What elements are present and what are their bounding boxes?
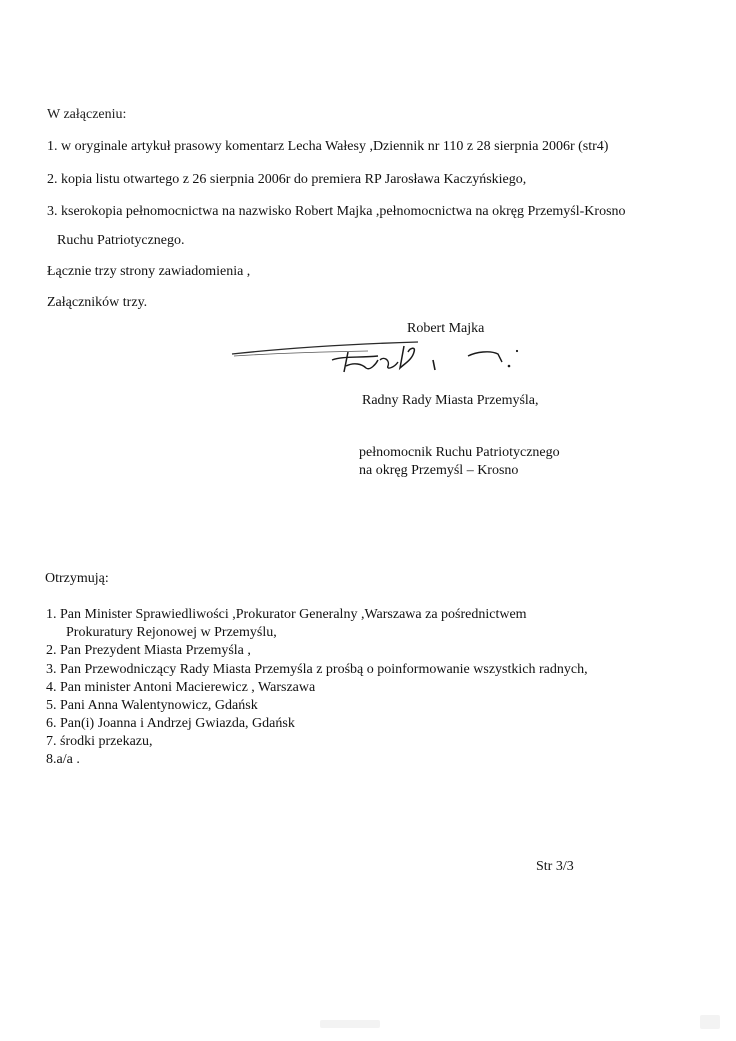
recipient-item-2: 2. Pan Prezydent Miasta Przemyśla , (46, 643, 251, 658)
recipient-item-1-continuation: Prokuratury Rejonowej w Przemyślu, (66, 625, 277, 640)
recipient-item-4: 4. Pan minister Antoni Macierewicz , Warszawa (46, 680, 316, 695)
attachment-item-1: 1. w oryginale artykuł prasowy komentarz Lecha Wałesy ,Dziennik nr 110 z 28 sierpnia 2006r (str4) (47, 139, 609, 154)
total-pages-note: Łącznie trzy strony zawiadomienia , (47, 264, 251, 279)
signer-name: Robert Majka (407, 321, 485, 336)
recipient-item-5: 5. Pani Anna Walentynowicz, Gdańsk (46, 698, 258, 713)
recipient-item-3: 3. Pan Przewodniczący Rady Miasta Przemyśla z prośbą o poinformowanie wszystkich radnych, (46, 662, 588, 677)
attachment-item-3-continuation: Ruchu Patriotycznego. (57, 233, 185, 248)
recipient-item-7: 7. środki przekazu, (46, 734, 153, 749)
page-number: Str 3/3 (536, 859, 574, 874)
handwritten-signature (228, 338, 548, 380)
scan-speck (320, 1020, 380, 1028)
recipient-item-8: 8.a/a . (46, 752, 80, 767)
scan-speck (700, 1015, 720, 1029)
attachments-count: Załączników trzy. (47, 295, 148, 310)
recipient-item-1: 1. Pan Minister Sprawiedliwości ,Prokurator Generalny ,Warszawa za pośrednictwem (46, 607, 527, 622)
signer-role-councillor: Radny Rady Miasta Przemyśla, (362, 393, 539, 408)
signer-role-plenipotentiary-line1: pełnomocnik Ruchu Patriotycznego (359, 445, 560, 460)
recipients-heading: Otrzymują: (45, 571, 109, 586)
attachment-item-2: 2. kopia listu otwartego z 26 sierpnia 2006r do premiera RP Jarosława Kaczyńskiego, (47, 172, 527, 187)
recipient-item-6: 6. Pan(i) Joanna i Andrzej Gwiazda, Gdańsk (46, 716, 295, 731)
attachment-item-3: 3. kserokopia pełnomocnictwa na nazwisko Robert Majka ,pełnomocnictwa na okręg Przemyśl-Krosno (47, 204, 626, 219)
signer-role-plenipotentiary-line2: na okręg Przemyśl – Krosno (359, 463, 519, 478)
attachments-heading: W załączeniu: (47, 107, 127, 122)
